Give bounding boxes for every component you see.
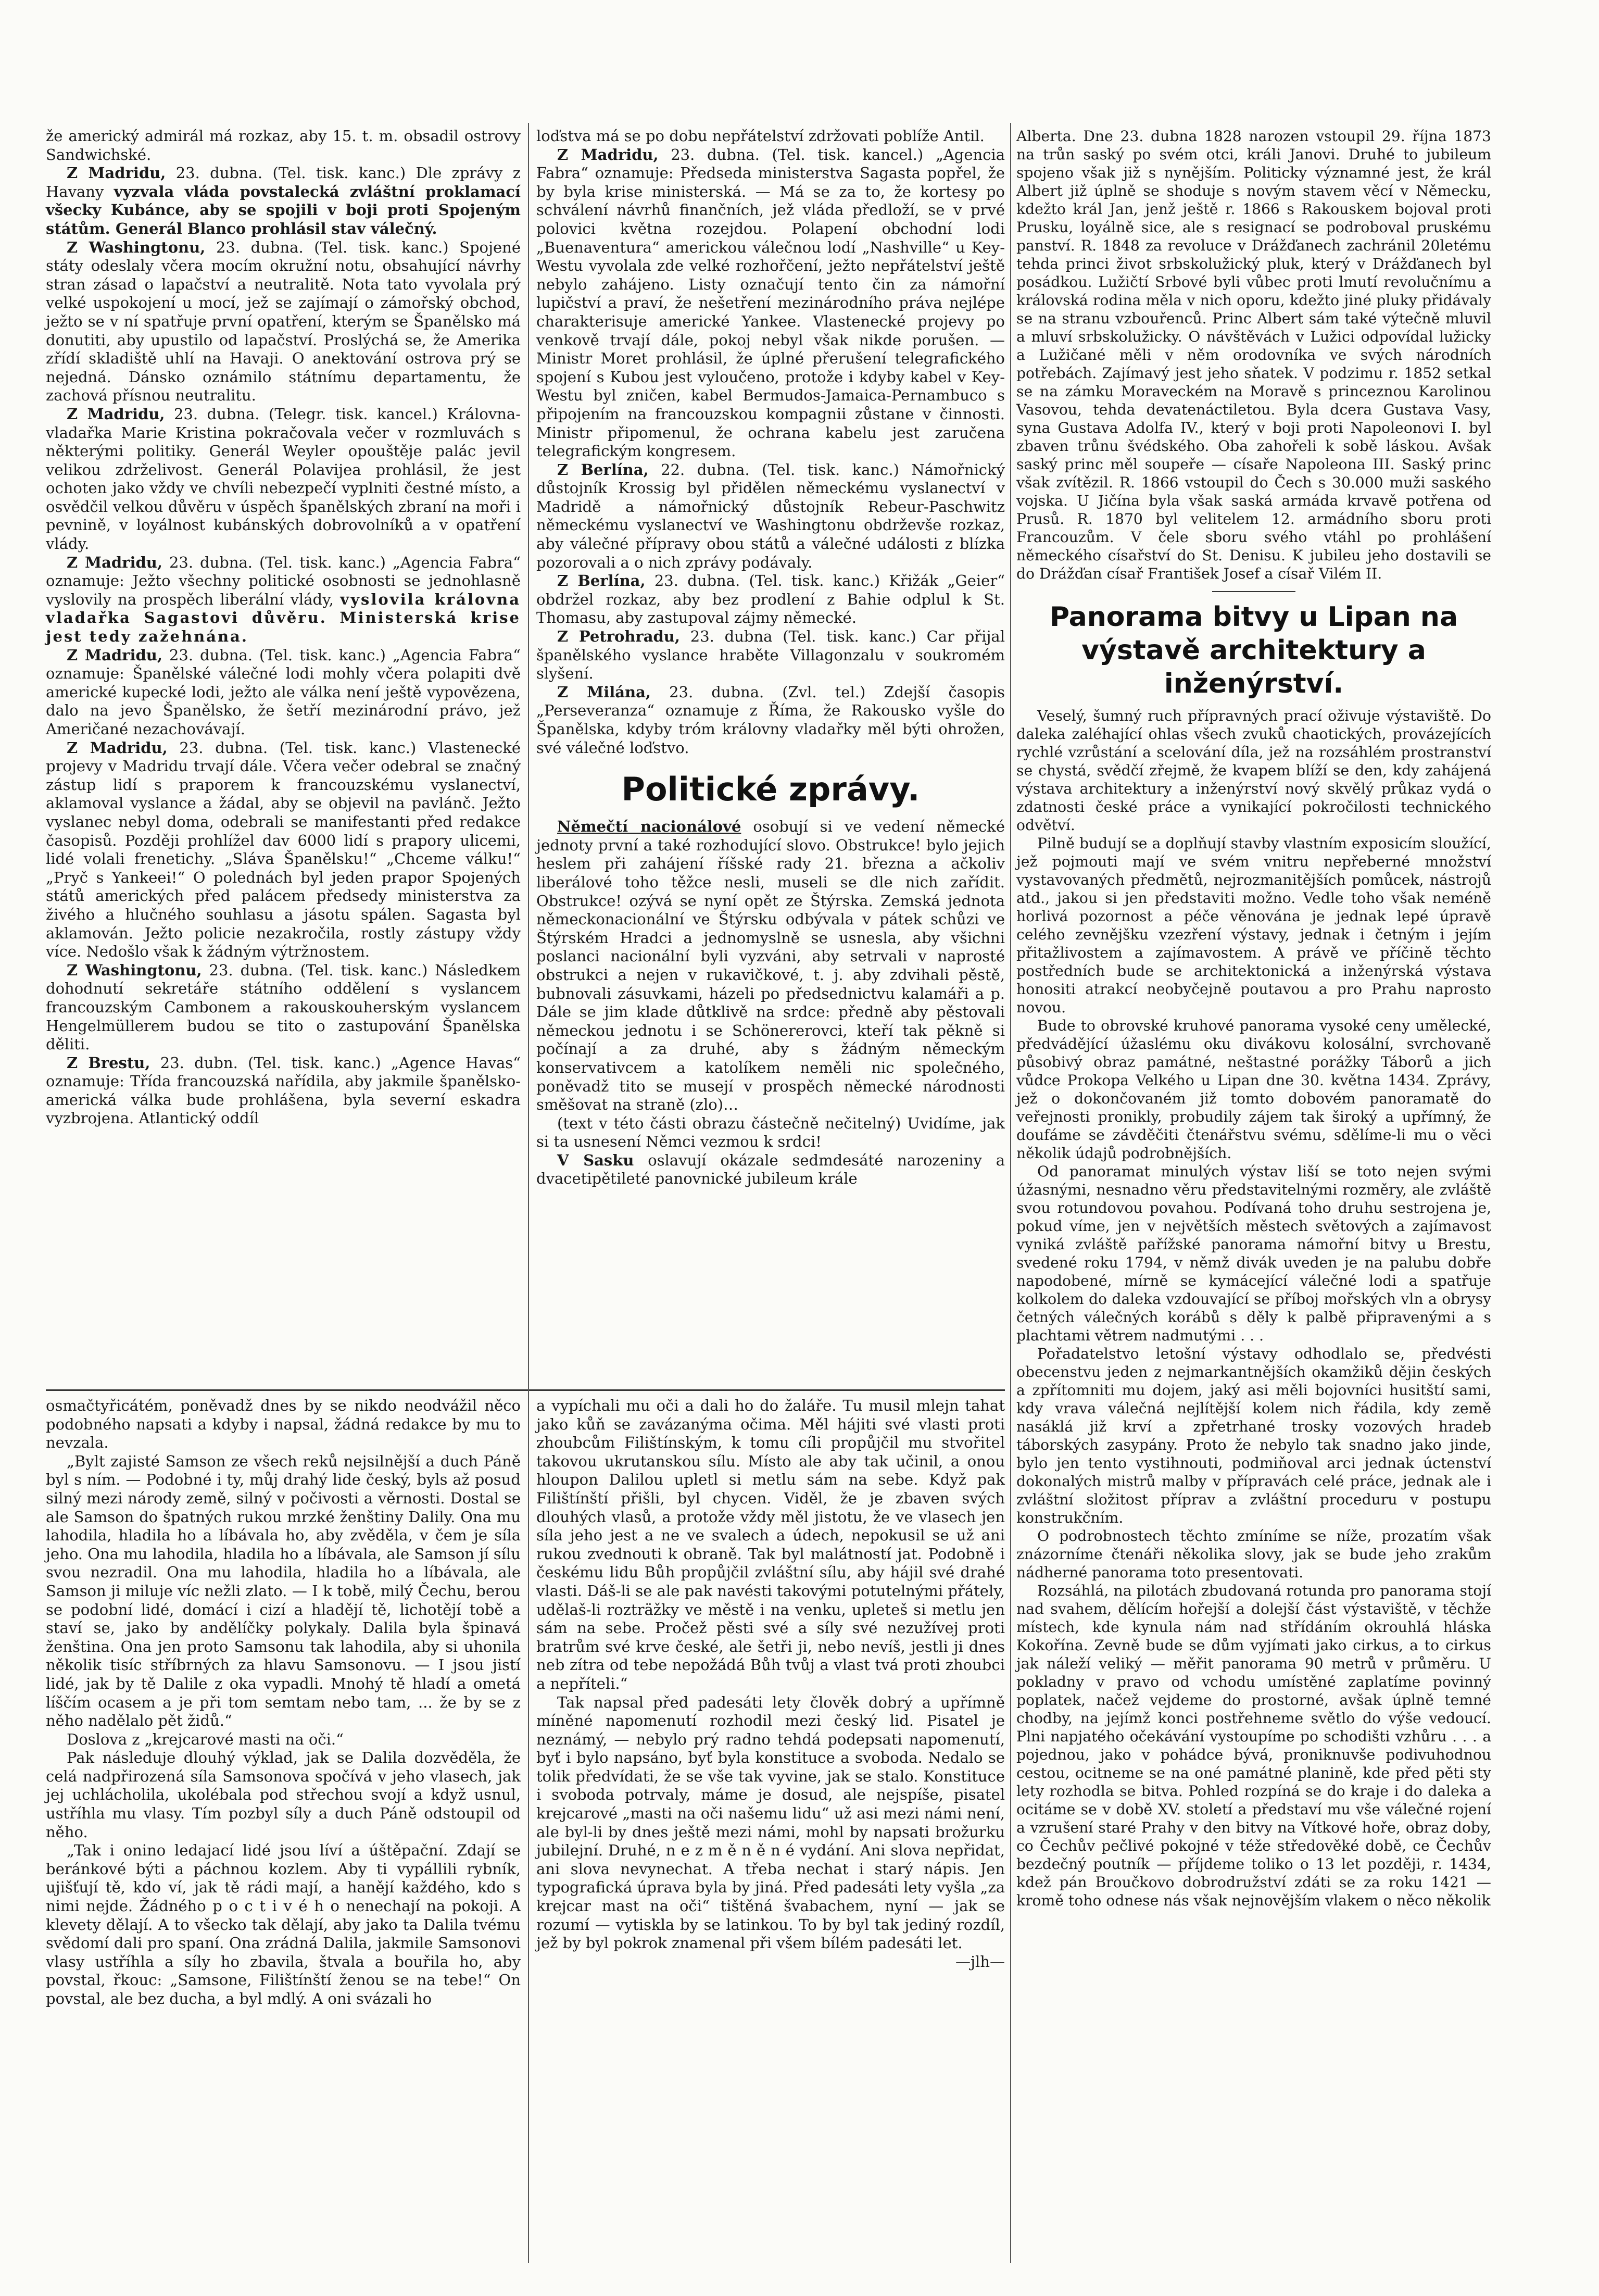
feuilleton-left: [46, 1397, 521, 2009]
column-separator: [1010, 123, 1011, 2263]
column-right: [1016, 127, 1491, 1910]
news-text: 23. dubna. (Tel. tisk. kanc.) Dle zprávy z Havany: [46, 164, 521, 200]
feuilleton-middle: [536, 1397, 1005, 1971]
news-text: 23. dubna. (Tel. tisk. kanc.) „Agencia Fabra“ oznamuje: Ježto všechny politické osobnosti se jednohlasně vyslovily na prospěch liberální vlády,: [46, 553, 521, 608]
paragraph: O podrobnostech těchto zmíníme se níže, prozatím však znázorníme čtenáři několika slovy, jak se bude jeho zrakům nádherné panorama toto presentovati.: [1016, 1527, 1491, 1581]
signature: —jlh—: [955, 1952, 1005, 1971]
dateline: Z Madridu,: [67, 646, 162, 664]
news-text: 23. dubna. (Tel. tisk. kanc.) „Agencia Fabra“ oznamuje: Španělské válečné lodi mohly včera polapiti dvě americké kupecké lodi, ježto ale válka není ještě vypovězena, dalo na jevo Španělsko, že šetří mezinárodní právo, jež Američané nezachovávají.: [46, 646, 521, 738]
news-item: [536, 461, 1005, 572]
paragraph: loďstva má se po dobu nepřátelství zdržovati poblíže Antil.: [536, 127, 985, 145]
dateline: Z Milána,: [557, 683, 651, 701]
news-text: 23. dubna. (Tel. tisk. kanc.) Vlastenecké projevy v Madridu trvají dále. Včera večer odebral se značný zástup lidí s praporem k francouzskému vyslanectví, aklamoval vyslance a žádal, aby se objevil na pavlánč. Ježto vyslanec nebyl doma, odebrali se manifestanti před redakce časopisů. Později prohlížel dav 6000 lidí s prapory ulicemi, lidé volali frenetichy. „Sláva Španělsku!“ „Chceme válku!“ „Pryč s Yankeei!“ O polednách byl jeden prapor Spojených států amerických před palácem předsedy ministerstva za živého a hlučného souhlasu a jásotu spálen. Sagasta byl aklamován. Ježto policie nezakročila, rostly zástupy vždy více. Nedošlo však k žádným výtržnostem.: [46, 738, 521, 961]
news-text: 23. dubna. (Tel. tisk. kancel.) „Agencia Fabra“ oznamuje: Předseda ministerstva Sagasta popřel, že by byla krise ministerská. — Má se za to, že kortesy po schválení návrhů finančních, jež vláda předloží, se v prvé polovici května rozejdou. Polapení obchodní lodi „Buenaventura“ americkou válečnou lodí „Nashville“ u Key-Westu vyvolala zde velké rozhořčení, ježto nepřátelství ještě nebylo zahájeno. Listy označují tento čin za námořní lupičství a praví, že nešetření mezinárodního práva nejlépe charakterisuje americké Yankee. Vlastenecké projevy po venkově trvají dále, pokoj nebyl však nikde porušen. — Ministr Moret prohlásil, že úplné přerušení telegrafického spojení s Kubou jest vyloučeno, protože i kdyby kabel v Key-Westu byl zničen, kabel Bermudos-Jamaica-Pernambuco s připojením na francouzskou kompagnii zůstane v činnosti. Ministr připomenul, že ochrana kabelu jest zaručena telegrafickým kongresem.: [536, 145, 1005, 460]
news-item: [536, 146, 1005, 461]
section-heading: Politické zprávy.: [621, 770, 920, 809]
dateline: Z Washingtonu,: [67, 238, 206, 256]
paragraph: Veselý, šumný ruch přípravných prací oživuje výstaviště. Do daleka zaléhající ohlas všech zvuků chaotických, provázejících rychlé vzrůstání a scelování díla, jež na rozsáhlém prostranství se chystá, svědčí zřejmě, že kvapem blíží se den, kdy zahájená výstava architektury a inženýrství nový skvělý průkaz vydá o zdatnosti české práce a vynikající pokročilosti technického odvětví.: [1016, 707, 1491, 834]
paragraph: osmačtyřicátém, poněvadž dnes by se nikdo neodvážil něco podobného napsati a kdyby i napsal, žádná redakce by mu to nevzala.: [46, 1397, 521, 1452]
news-text: 23. dubn. (Tel. tisk. kanc.) „Agence Havas“ oznamuje: Třída francouzská nařídila, aby jakmile španělsko-americká válka bude prohlášena, byla severní eskadra vyzbrojena. Atlantický oddíl: [46, 1053, 521, 1127]
news-item: [536, 1151, 1005, 1188]
paragraph: Pilně budují se a doplňují stavby vlastním exposicím sloužící, jež pojmouti mají ve svém vnitru nepřeberné množství vystavovaných předmětů, nejrozmanitějších pomůcek, nástrojů atd., jakou si jen představiti možno. Vedle toho však neméně horlivá pozornost a péče věnována je jednak lepé úpravě celého zevnějšku vzezření výstavy, jednak i četným i jejím přitažlivostem a zajímavostem. A právě ve příčině těchto postředních bude se architektonická a inženýrská výstava honositi atrakcí neobyčejně poutavou a pro Prahu naprosto novou.: [1016, 835, 1491, 1016]
column-separator: [528, 123, 529, 2263]
dateline: Z Berlína,: [557, 572, 646, 590]
news-text: 23. dubna. (Tel. tisk. kanc.) Spojené státy odeslaly včera mocím okružní notu, obsahující návrhy stran zásad o lapačství a neutralitě. Nota tato vyvolala prý velké uspokojení u mocí, jež se zajímají o zámořský obchod, ježto se v ní spatřuje první opatření, kterým se Španělsko má donutiti, aby upustilo od lapačství. Proslýchá se, že Amerika zřídí skladiště uhlí na Havaji. O anektování ostrova prý se nejedná. Dánsko oznámilo státnímu departamentu, že zachová přísnou neutralitu.: [46, 238, 521, 405]
column-left: [46, 127, 521, 1128]
paragraph: (text v této části obrazu částečně nečitelný) Uvidíme, jak si ta usnesení Němci vezmou k srdci!: [536, 1114, 1005, 1151]
dateline: Z Madridu,: [557, 145, 659, 164]
news-item: [536, 683, 1005, 757]
news-text: 23. dubna. (Tel. tisk. kanc.) Křižák „Geier“ obdržel rozkaz, aby bez prodlení z Bahie odplul k St. Thomasu, aby zastupoval zájmy německé.: [536, 572, 1005, 627]
news-item: [536, 572, 1005, 628]
news-text: 23. dubna. (Zvl. tel.) Zdejší časopis „Perseveranza“ oznamuje z Říma, že Rakousko vyšle do Španělska, kdyby tróm královny vladařky měl býti ohrožen, své válečné loďstvo.: [536, 683, 1005, 757]
dateline: Z Madridu,: [67, 164, 166, 182]
news-item: [46, 164, 521, 238]
news-text-bold: vyzvala vláda povstalecká zvláštní proklamací všecky Kubánce, aby se spojili v boji proti Spojeným státům. Generál Blanco prohlásil stav válečný.: [46, 182, 521, 237]
news-item: [46, 646, 521, 739]
paragraph: Bude to obrovské kruhové panorama vysoké ceny umělecké, předvádějící úžaslému oku divákovu kolosální, svrchovaně působivý obraz památné, neštastné porážky Táborů a jich vůdce Prokopa Velkého u Lipan dne 30. května 1434. Zprávy, jež o dokončovaném již tomto dobovém panoramatě do veřejnosti pronikly, probudily zájem tak široký a upřímný, že doufáme se závděčiti čtenářstvu svému, sdělíme-li mu o věci několik údajů podrobnějších.: [1016, 1017, 1491, 1162]
news-text: 23. dubna. (Tel. tisk. kanc.) Následkem dohodnutí sekretáře státního oddělení s vyslancem francouzským Cambonem a rakouskouherským vyslancem Hengelmüllerem budou se tito o zastupování Španělska děliti.: [46, 961, 521, 1053]
article-heading: Panorama bitvy u Lipan na výstavě architektury a inženýrství.: [1049, 601, 1458, 699]
paragraph: Od panoramat minulých výstav liší se toto nejen svými úžasnými, nesnadno věru představitelnými rozměry, ale zvláště svou rotundovou povahou. Podívaná toho druhu sestrojena je, pokud víme, jen v největších městech světových a zajímavost vyniká zvláště pařížské panorama námořní bitvy u Brestu, svedené roku 1794, v němž divák uveden je na palubu dobře napodobené, mírně se kymácející válečné lodi a spatřuje kolkolem do daleka vzdouvající se příboj mořských vln a obrysy četných válečných korábů s děly k palbě připravenými a s plachtami větrem nadmutými . . .: [1016, 1163, 1491, 1344]
paragraph: „Tak i onino ledajací lidé jsou líví a úštěpační. Zdají se beránkové býti a páchnou kozlem. Aby ti vypállili rybník, ujišťují tě, kdo ví, jak tě rádi mají, a hanějí každého, kdo s nimi nejde. Žádného p o c t i v é h o nenechají na pokoji. A klevety dělají. A to všecko tak dělají, aby jako ta Dalila tvému svědomí dali pro spaní. Ona zrádná Dalila, jakmile Samsonovi vlasy ustříhla a síly ho zbavila, štvala a bouřila ho, aby povstal, řkouc: „Samsone, Filištínští ženou se na tebe!“ On povstal, ale bez ducha, a byl mdlý. A oni svázali ho: [46, 1841, 521, 2008]
paragraph: „Bylt zajisté Samson ze všech reků nejsilnější a duch Páně byl s ním. — Podobné i ty, můj drahý lide český, byls až posud silný mezi národy země, silný v počivosti a věrnosti. Dostal se ale Samson do špatných rukou mrzké ženštiny Dalily. Ona mu lahodila, hladila ho a líbávala ho, aby zvěděla, v čem je síla jeho. Ona mu lahodila, hladila ho a líbávala, ale Samson jí sílu svou nezradil. Ona mu lahodila, hladila ho a líbávala, ale Samson ji miluje víc nežli zlato. — I k tobě, milý Čechu, berou se podobní lidé, domácí i cizí a hladějí tě, lichotějí tobě a staví se, jako by andělíčky polykaly. Dalila byla špinavá ženština. Ona jen proto Samsonu tak lahodila, aby si uhonila několik tisíc stříbrných za hlavu Samsonovu. — I jsou jistí lidé, jak by tě Dalile z oka vypadli. Mnohý tě hladí a ometá líščím ocasem a je při tom semtam nebo tam, ... že by se z něho nadělalo pět židů.“: [46, 1452, 521, 1730]
column-middle: [536, 127, 1005, 1188]
dateline: Z Madridu,: [67, 405, 165, 423]
paragraph: Pořadatelstvo letošní výstavy odhodlalo se, předvésti obecenstvu jeden z nejmarkantnějších okamžiků dějin českých a zpřítomniti mu dojem, jaký asi měli bojovníci husitští sami, kdy vrava válečná nejlítější kolem nich řádila, kdy země nasáklá již krví a zpřetrhané trosky vozových hradeb táborských zasypány. Proto že nebylo tak snadno jako jinde, bylo jen tento vystihnouti, podmiňoval arci jednak úctenství dokonalých mistrů malby v přípravách celé práce, jednak ale i zvláštní složitost příprav a zvláštní proceduru v postupu konstrukčním.: [1016, 1345, 1491, 1526]
paragraph: Doslova z „krejcarové masti na oči.“: [67, 1730, 344, 1748]
news-item: [46, 239, 521, 405]
news-text: 23. dubna (Tel. tisk. kanc.) Car přijal španělského vyslance hraběte Villagonzalu v soukromém slyšení.: [536, 628, 1005, 683]
news-text: oslavují okázale sedmdesáté narozeniny a dvacetipětileté panovnické jubileum krále: [536, 1151, 1005, 1188]
dateline: Z Petrohradu,: [557, 628, 680, 646]
divider: [1212, 591, 1295, 592]
news-text-spaced: vyslovila královna vladařka Sagastovi důvěru. Ministerská krise jest tedy zažehnána.: [46, 590, 521, 646]
news-text: osobují si ve vedení německé jednoty první a také rozhodující slovo. Obstrukce! bylo jejich heslem při zahájení říšské rady 21. března a ačkoliv liberálové toho těžce nesli, museli se dle nich zařídit. Obstrukce! ozývá se nyní opět ze Štýrska. Zemská jednota německonacionální ve Štýrsku odbývala v pátek schůzi ve Štýrském Hradci a jednomyslně se usnesla, aby všichni poslanci nacionální byli vyzváni, aby setrvali v naprosté obstrukci a nejen v rukavičkové, t. j. aby zdvihali pěstě, bubnovali zásuvkami, házeli po předsednictvu kalamáři a p. Dále se jim klade důtklivě na srdce: předně aby pěstovali německou jednotu i se Schönererovci, kteří tak pěkně si počínají a za druhé, aby s žádným německým konservativcem a katolíkem neměli nic společného, poněvadž tito se musejí v prospěch německé národnosti směšovat na straně (zlo)…: [536, 818, 1005, 1114]
paragraph: Rozsáhlá, na pilotách zbudovaná rotunda pro panorama stojí nad svahem, dělícím hořejší a dolejší část výstaviště, v těchže místech, kde kynula nám nad střídáním okrouhlá hláska Kokořína. Zevně bude se dům vyjímati jako cirkus, a to cirkus jak náleží veliký — měřit panorama 90 metrů v průměru. U pokladny v pravo od vchodu umístěné zaplatíme povinný poplatek, načež vejdeme do prostorné, avšak úplně temné chodby, na jejímž konci postřehneme světlo do výše vedoucí. Plni napjatého očekávání vystoupíme po schodišti vzhůru . . . a pojednou, jako v pohádce bývá, proniknuvše podivuhodnou cestou, ocitneme se na oné památné planině, kde před pěti sty lety rozhodla se bitva. Pohled rozpíná se do kraje i do daleka a ocitáme se v době XV. století a představí mu vše válečné rojení a vzrušení staré Prahy v den bitvy na Vítkové hoře, obraz doby, co Čechův pečlivé pokojné v téže středověké době, ce Čechův bezdečný poutník — příjdeme toliko o 13 let později, r. 1434, kdež pán Broučkovo dobrodružství zdáti se za roku 1421 — kromě toho odnese nás však nejnovějším vlakem o něco několik: [1016, 1582, 1491, 1909]
dateline: Z Washingtonu,: [67, 961, 202, 979]
news-item: [46, 739, 521, 961]
paragraph: že americký admirál má rozkaz, aby 15. t. m. obsadil ostrovy Sandwichské.: [46, 127, 521, 164]
dateline: Z Madridu,: [67, 738, 168, 757]
dateline: Z Berlína,: [557, 460, 649, 479]
section-divider: [46, 1389, 1005, 1391]
news-item: [536, 818, 1005, 1114]
news-item: [46, 554, 521, 646]
news-text: 23. dubna. (Telegr. tisk. kancel.) Královna-vladařka Marie Kristina pokračovala večer v rozmluvách s některými politiky. Generál Weyler opouštěje palác jevil velikou zdrželivost. Generál Polavijea prohlásil, že jest ochoten jako vždy ve chvíli nebezpečí vyplniti čestné místo, a osvědčil velkou důvěru v úspěch španělských zbraní na moři i pevnině, v loyálnost kubánských dobrovolníků a v opatření vlády.: [46, 405, 521, 553]
paragraph: Alberta. Dne 23. dubna 1828 narozen vstoupil 29. října 1873 na trůn saský po svém otci, králi Janovi. Druhé to jubileum spojeno však již s nynějším. Politicky významné jest, že král Albert již úplně se shoduje s novým stavem věcí v Německu, kdežto král Jan, jenž ještě r. 1866 s Rakouskem bojoval proti Prusku, loyálně sice, ale s resignací se podroboval pruskému panství. R. 1848 za revoluce v Drážďanech zachránil 20letému tehda princi život srbskolužický pluk, který v Drážďanech byl posádkou. Lužičtí Srbové byli vůbec proti lmutí revolučnímu a královská rodina měla v nich oporu, kdežto jiné pluky přidávaly se na stranu vzbouřenců. Princ Albert sám také výtečně mluvil a mluví srbskolužicky. O návštěvách v Lužici odpovídal lužicky a Lužičané měli v něm orodovníka ve svých národních potřebách. Zajímavý jest jeho sňatek. V podzimu r. 1852 setkal se na zámku Moraveckém na Moravě s princeznou Karolinou Vasovou, tehda devatenáctiletou. Byla dcera Gustava Vasy, syna Gustava Adolfa IV., který v boji proti Napoleonovi I. byl zbaven trůnu švédského. Oba zahořeli k sobě láskou. Avšak saský princ měl soupeře — císaře Napoleona III. Saský princ však zvítězil. R. 1866 vstoupil do Čech s 30.000 muži saského vojska. U Jičína byla však saská armáda krvavě potřena od Prusů. R. 1870 byl velitelem 12. armádního sboru proti Francouzům. V čele sboru svého vtáhl po prohlášení německého císařství do St. Denisu. K jubileu jeho dostavili se do Drážďan císař František Josef a císař Vilém II.: [1016, 128, 1491, 582]
news-text: 22. dubna. (Tel. tisk. kanc.) Námořnický důstojník Krossig byl přidělen německému vyslanectví v Madridě a námořnický důstojník Rebeur-Paschwitz německému vyslanectví ve Washingtonu obdrževše rozkaz, aby válečné přípravy obou států a válečné události z blízka pozorovali a o nich zprávy podávaly.: [536, 460, 1005, 571]
news-item: [536, 628, 1005, 683]
paragraph: Pak následuje dlouhý výklad, jak se Dalila dozvěděla, že celá nadpřirozená síla Samsonova spočívá v jeho vlasech, jak jej uchlácholila, ukolébala pod střechou svojí a když usnul, ustříhla mu vlasy. Tím pozbyl síly a duch Páně odstoupil od něho.: [46, 1749, 521, 1841]
news-item: [46, 1054, 521, 1128]
news-item: [46, 961, 521, 1054]
dateline: Z Brestu,: [67, 1053, 150, 1072]
dateline: V Sasku: [557, 1151, 634, 1169]
news-item: [46, 405, 521, 554]
paragraph: Tak napsal před padesáti lety člověk dobrý a upřímně míněné napomenutí rozhodil mezi český lid. Pisatel je neznámý, — nebylo prý radno tehdá podepsati napomenutí, byť i bylo napsáno, byť byla konstituce a svoboda. Nedalo se tolik předvídati, že se vše tak vyvine, jak se stalo. Konstituce i svoboda potrvaly, máme je dosud, ale nejspíše, pisatel krejcarové „masti na oči našemu lidu“ už asi mezi námi není, ale byl-li by dnes ještě mezi námi, mohl by napsati brožurku jubilejní. Druhé, n e z m ě n ě n é vydání. Ani slova nepřidat, ani slova nevynechat. A třeba nechat i starý nápis. Jen typografická úprava byla by jiná. Před padesáti lety vyšla „za krejcar mast na oči“ tištěná švabachem, nyní — jak se rozumí — vytiskla by se latinkou. To by byl tak jediný rozdíl, jež by byl pokrok znamenal při všem bílém padesáti let.: [536, 1693, 1005, 1952]
dateline: Němečtí nacionálové: [557, 818, 741, 836]
dateline: Z Madridu,: [67, 553, 162, 571]
paragraph: a vypíchali mu oči a dali ho do žaláře. Tu musil mlejn tahat jako kůň se zavázanýma očima. Měl hájiti své vlasti proti zhoubcům Filištínským, k tomu cíli propůjčil mu stvořitel takovou ukrutanskou sílu. Místo ale aby tak učinil, a onou hloupon Dalilou upletl si metlu sám na sebe. Když pak Filištínští přišli, byl chycen. Viděl, že je zbaven svých dlouhých vlasů, a protože vždy měl jistotu, že ve vlasech jen síla jeho jest a ne ve svalech a údech, nepokusil se už ani rukou zvednouti k obraně. Tak byl malátností jat. Podobně i českému lidu Bůh propůjčil zvláštní sílu, aby hájil své drahé vlasti. Dáš-li se ale pak navésti takovými potutelnými přátely, udělaš-li rozträžky ve městě i na venku, upleteš si metlu jen sám na sebe. Pročež pěsti své a síly své nezužívej proti bratrům své krve české, ale šetři ji, nebo nevíš, jestli ji dnes neb zítra od tebe nepožádá Bůh tvůj a vlast tvá proti zhoubci a nepříteli.“: [536, 1397, 1005, 1692]
